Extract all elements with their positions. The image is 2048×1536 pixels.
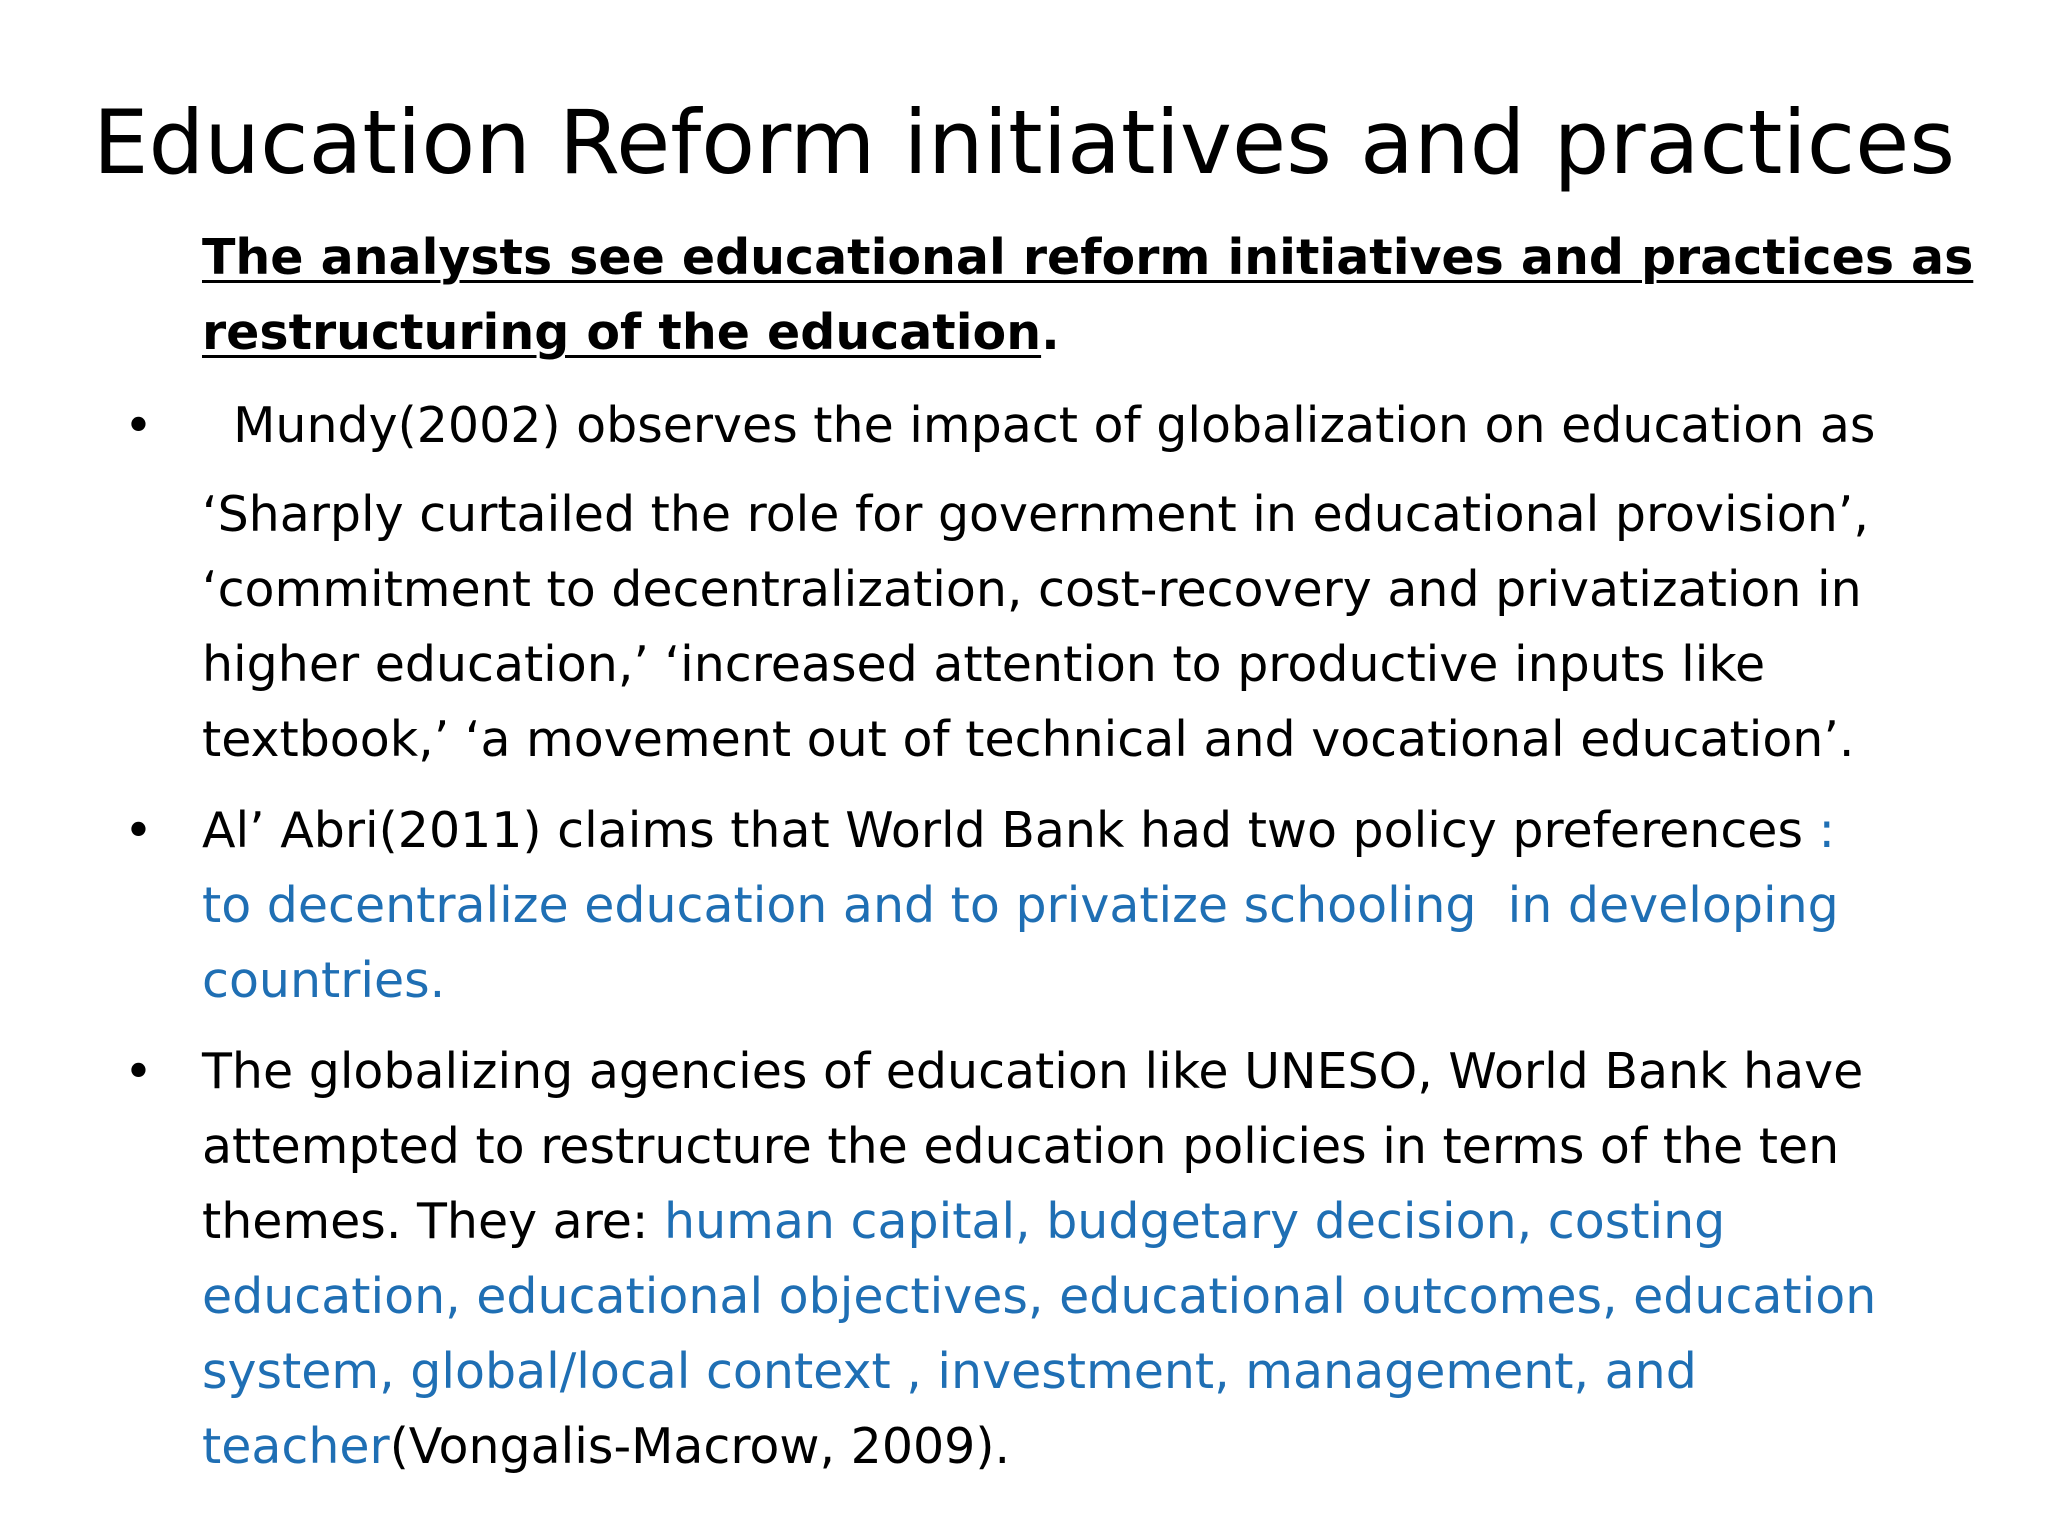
bullet-3-line-2: attempted to restructure the education policies in terms of the ten xyxy=(202,1118,1840,1175)
bullet-1-line-5: textbook,’ ‘a movement out of technical and vocational education’. xyxy=(202,711,1855,768)
bullet-3-themes-start: human capital, budgetary decision, costing xyxy=(664,1193,1726,1250)
bullet-2-line-1 xyxy=(202,793,1835,868)
lead-line-1: The analysts see educational reform initiatives and practices as xyxy=(202,229,1974,286)
bullet-2-line-3: countries. xyxy=(202,952,446,1009)
bullet-1-line-3: ‘commitment to decentralization, cost-recovery and privatization in xyxy=(202,561,1862,618)
bullet-marker-3: • xyxy=(124,1043,153,1100)
slide-title: Education Reform initiatives and practices xyxy=(92,91,1956,194)
bullet-2-line-1-text: Al’ Abri(2011) claims that World Bank had two policy preferences xyxy=(202,802,1819,859)
bullet-1-line-1: Mundy(2002) observes the impact of globalization on education as xyxy=(202,397,1876,454)
bullet-3-line-5: system, global/local context , investment, management, and xyxy=(202,1343,1697,1400)
bullet-3-line-4: education, educational objectives, educational outcomes, education xyxy=(202,1268,1877,1325)
bullet-marker-2: • xyxy=(124,802,153,859)
bullet-1-line-2: ‘Sharply curtailed the role for government in educational provision’, xyxy=(202,486,1869,543)
bullet-2-colon: : xyxy=(1818,802,1836,859)
bullet-3-line-3 xyxy=(202,1184,1725,1259)
bullet-1-line-4: higher education,’ ‘increased attention to productive inputs like xyxy=(202,636,1766,693)
bullet-3-citation: (Vongalis-Macrow, 2009). xyxy=(389,1418,1011,1475)
bullet-2-line-2: to decentralize education and to privatize schooling in developing xyxy=(202,877,1839,934)
bullet-3-line-3-text: themes. They are: xyxy=(202,1193,665,1250)
lead-line-2: restructuring of the education xyxy=(202,304,1042,361)
lead-statement xyxy=(202,220,1973,370)
bullet-3-line-6 xyxy=(202,1409,1010,1484)
bullet-3-line-1: The globalizing agencies of education like UNESO, World Bank have xyxy=(202,1043,1864,1100)
bullet-marker-1: • xyxy=(124,397,153,454)
bullet-3-themes-end: teacher xyxy=(202,1418,390,1475)
lead-line-2-tail: . xyxy=(1041,304,1060,361)
